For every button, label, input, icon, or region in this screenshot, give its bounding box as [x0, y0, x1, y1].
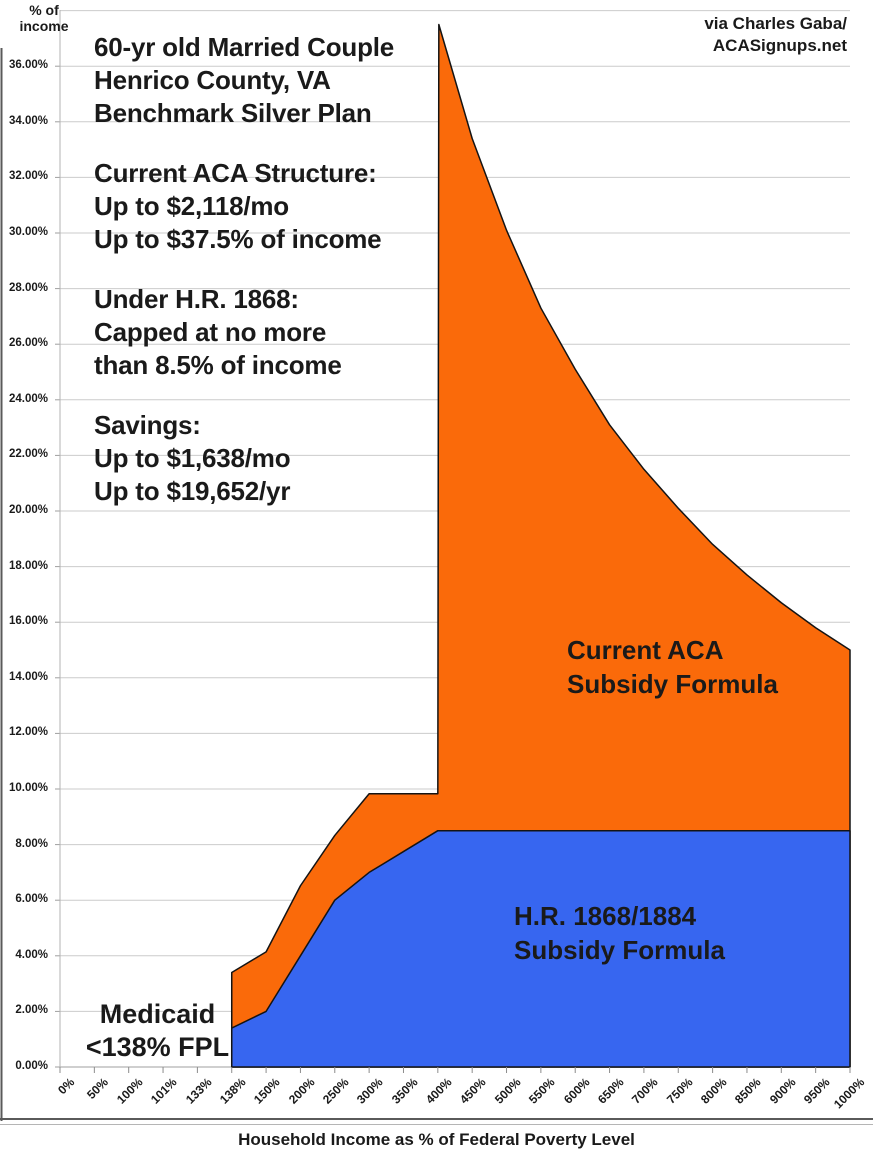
- y-axis-title: [8, 2, 80, 34]
- y-tick-label-16.00%: 16.00%: [8, 615, 48, 628]
- annotation-paragraph-2: Under H.R. 1868: Capped at no more than 8.5% of income: [94, 284, 342, 380]
- y-tick-label-24.00%: 24.00%: [8, 392, 48, 405]
- x-tick-label-500%: 500%: [491, 1075, 524, 1107]
- x-tick-label-800%: 800%: [697, 1075, 730, 1107]
- credit: [704, 13, 847, 57]
- x-tick-label-950%: 950%: [800, 1075, 833, 1107]
- y-tick-label-18.00%: 18.00%: [8, 559, 48, 572]
- y-tick-label-6.00%: 6.00%: [15, 893, 48, 906]
- x-tick-label-900%: 900%: [766, 1075, 799, 1107]
- blue-area-label-line1: H.R. 1868/1884: [514, 901, 697, 931]
- orange-area-label-line2: Subsidy Formula: [567, 669, 778, 699]
- y-tick-label-14.00%: 14.00%: [8, 670, 48, 683]
- x-tick-label-400%: 400%: [423, 1075, 455, 1107]
- x-tick-label-150%: 150%: [251, 1075, 283, 1107]
- y-tick-label-22.00%: 22.00%: [8, 448, 48, 461]
- orange-area-label: [567, 633, 778, 701]
- x-tick-label-138%: 138%: [217, 1075, 249, 1107]
- x-tick-label-350%: 350%: [388, 1075, 421, 1107]
- credit-line2: ACASignups.net: [712, 36, 847, 55]
- x-tick-label-101%: 101%: [148, 1075, 180, 1107]
- y-tick-label-0.00%: 0.00%: [15, 1060, 48, 1072]
- y-tick-label-20.00%: 20.00%: [8, 504, 48, 516]
- y-tick-label-12.00%: 12.00%: [8, 726, 48, 739]
- annotation-paragraph-3: Savings: Up to $1,638/mo Up to $19,652/yr: [94, 410, 291, 506]
- credit-line1: via Charles Gaba/: [704, 14, 847, 33]
- x-tick-label-700%: 700%: [629, 1075, 661, 1107]
- orange-area-label-line1: Current ACA: [567, 635, 724, 665]
- x-tick-label-850%: 850%: [732, 1075, 764, 1107]
- x-tick-label-550%: 550%: [526, 1075, 558, 1107]
- x-tick-label-450%: 450%: [457, 1075, 490, 1107]
- y-axis-title-line2: income: [19, 18, 69, 34]
- x-axis-title: Household Income as % of Federal Poverty Level: [238, 1130, 635, 1149]
- y-tick-label-26.00%: 26.00%: [8, 337, 48, 350]
- annotation-paragraph-0: 60-yr old Married Couple Henrico County, VA Benchmark Silver Plan: [94, 32, 395, 128]
- y-tick-label-10.00%: 10.00%: [8, 782, 48, 794]
- x-tick-label-300%: 300%: [354, 1075, 387, 1107]
- y-tick-label-34.00%: 34.00%: [8, 114, 48, 127]
- x-tick-label-200%: 200%: [285, 1075, 318, 1107]
- blue-area-label-line2: Subsidy Formula: [514, 935, 725, 965]
- medicaid-label: [75, 998, 240, 1064]
- y-tick-label-4.00%: 4.00%: [15, 948, 48, 961]
- y-tick-label-28.00%: 28.00%: [8, 281, 48, 294]
- x-tick-label-650%: 650%: [594, 1075, 627, 1107]
- x-tick-label-50%: 50%: [84, 1075, 112, 1102]
- annotation-block: [94, 31, 454, 535]
- x-tick-label-100%: 100%: [113, 1075, 146, 1107]
- y-tick-label-8.00%: 8.00%: [15, 837, 48, 850]
- y-tick-label-2.00%: 2.00%: [15, 1004, 48, 1017]
- medicaid-label-line2: <138% FPL: [85, 1032, 230, 1062]
- y-axis-title-line1: % of: [29, 2, 59, 18]
- x-tick-label-133%: 133%: [182, 1075, 215, 1107]
- y-tick-label-32.00%: 32.00%: [8, 170, 48, 183]
- x-tick-label-1000%: 1000%: [830, 1075, 867, 1112]
- x-tick-label-600%: 600%: [560, 1075, 593, 1107]
- y-tick-label-30.00%: 30.00%: [8, 226, 48, 238]
- blue-area-label: [514, 899, 725, 967]
- annotation-paragraph-1: Current ACA Structure: Up to $2,118/mo Up to $37.5% of income: [94, 158, 382, 254]
- x-tick-label-750%: 750%: [663, 1075, 696, 1107]
- x-tick-label-0%: 0%: [54, 1075, 77, 1098]
- y-tick-label-36.00%: 36.00%: [8, 59, 48, 72]
- medicaid-label-line1: Medicaid: [99, 999, 216, 1029]
- x-tick-label-250%: 250%: [320, 1075, 352, 1107]
